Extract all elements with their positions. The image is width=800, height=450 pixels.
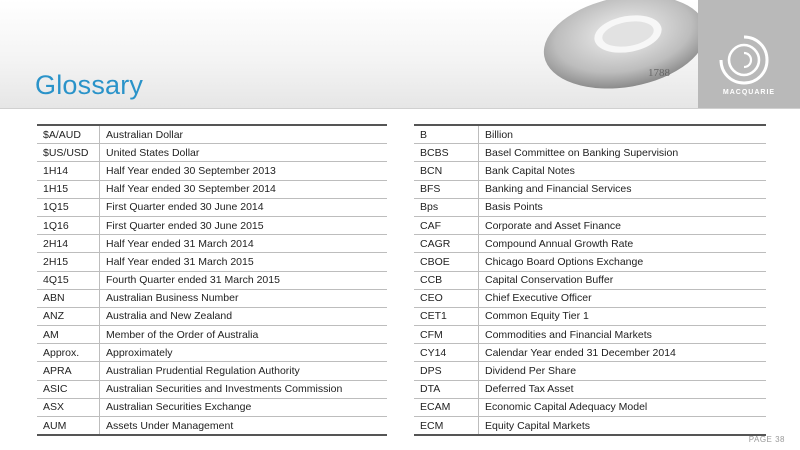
glossary-abbreviation: CAF <box>414 216 479 234</box>
glossary-abbreviation: 4Q15 <box>37 271 100 289</box>
glossary-row <box>37 417 387 436</box>
glossary-row <box>37 398 387 416</box>
glossary-abbreviation: Bps <box>414 198 479 216</box>
glossary-abbreviation: CAGR <box>414 235 479 253</box>
glossary-row <box>414 326 766 344</box>
glossary-row <box>414 344 766 362</box>
glossary-definition: Half Year ended 30 September 2013 <box>100 162 388 180</box>
glossary-abbreviation: $US/USD <box>37 144 100 162</box>
glossary-definition: Deferred Tax Asset <box>479 380 767 398</box>
glossary-abbreviation: BCN <box>414 162 479 180</box>
glossary-abbreviation: ASIC <box>37 380 100 398</box>
glossary-abbreviation: 1Q15 <box>37 198 100 216</box>
glossary-abbreviation: APRA <box>37 362 100 380</box>
glossary-definition: Corporate and Asset Finance <box>479 216 767 234</box>
glossary-abbreviation: DTA <box>414 380 479 398</box>
glossary-definition: Billion <box>479 125 767 144</box>
glossary-definition: Australian Business Number <box>100 289 388 307</box>
glossary-abbreviation: 2H14 <box>37 235 100 253</box>
glossary-row <box>37 344 387 362</box>
glossary-abbreviation: 1Q16 <box>37 216 100 234</box>
glossary-row <box>414 198 766 216</box>
glossary-abbreviation: CCB <box>414 271 479 289</box>
macquarie-logo-icon <box>717 33 771 87</box>
glossary-definition: Half Year ended 31 March 2015 <box>100 253 388 271</box>
glossary-row <box>414 380 766 398</box>
glossary-abbreviation: 1H15 <box>37 180 100 198</box>
glossary-abbreviation: CY14 <box>414 344 479 362</box>
glossary-definition: Basis Points <box>479 198 767 216</box>
glossary-definition: Dividend Per Share <box>479 362 767 380</box>
glossary-abbreviation: 2H15 <box>37 253 100 271</box>
coin-image <box>520 0 720 100</box>
glossary-abbreviation: ECAM <box>414 398 479 416</box>
glossary-abbreviation: AUM <box>37 417 100 436</box>
glossary-definition: United States Dollar <box>100 144 388 162</box>
glossary-definition: Australian Prudential Regulation Authority <box>100 362 388 380</box>
glossary-definition: Banking and Financial Services <box>479 180 767 198</box>
glossary-definition: Economic Capital Adequacy Model <box>479 398 767 416</box>
glossary-definition: Basel Committee on Banking Supervision <box>479 144 767 162</box>
glossary-definition: Chicago Board Options Exchange <box>479 253 767 271</box>
glossary-abbreviation: CET1 <box>414 307 479 325</box>
glossary-definition: Compound Annual Growth Rate <box>479 235 767 253</box>
glossary-row <box>37 198 387 216</box>
glossary-definition: Australian Securities Exchange <box>100 398 388 416</box>
glossary-row <box>37 307 387 325</box>
glossary-row <box>414 289 766 307</box>
glossary-definition: Equity Capital Markets <box>479 417 767 436</box>
glossary-row <box>414 144 766 162</box>
glossary-row <box>414 398 766 416</box>
glossary-abbreviation: ASX <box>37 398 100 416</box>
glossary-definition: Bank Capital Notes <box>479 162 767 180</box>
glossary-abbreviation: B <box>414 125 479 144</box>
glossary-definition: Chief Executive Officer <box>479 289 767 307</box>
glossary-definition: First Quarter ended 30 June 2014 <box>100 198 388 216</box>
glossary-abbreviation: CBOE <box>414 253 479 271</box>
glossary-definition: First Quarter ended 30 June 2015 <box>100 216 388 234</box>
glossary-definition: Half Year ended 31 March 2014 <box>100 235 388 253</box>
glossary-row <box>414 362 766 380</box>
glossary-row <box>37 271 387 289</box>
glossary-row <box>414 180 766 198</box>
glossary-definition: Calendar Year ended 31 December 2014 <box>479 344 767 362</box>
page-title: Glossary <box>35 70 144 100</box>
glossary-abbreviation: DPS <box>414 362 479 380</box>
glossary-row <box>414 417 766 436</box>
glossary-abbreviation: BCBS <box>414 144 479 162</box>
glossary-definition: Assets Under Management <box>100 417 388 436</box>
glossary-abbreviation: ECM <box>414 417 479 436</box>
glossary-definition: Australia and New Zealand <box>100 307 388 325</box>
glossary-row <box>414 235 766 253</box>
glossary-abbreviation: AM <box>37 326 100 344</box>
glossary-definition: Common Equity Tier 1 <box>479 307 767 325</box>
glossary-abbreviation: CFM <box>414 326 479 344</box>
glossary-row <box>37 326 387 344</box>
coin-year-text: 1788 <box>648 67 670 79</box>
glossary-abbreviation: $A/AUD <box>37 125 100 144</box>
glossary-definition: Capital Conservation Buffer <box>479 271 767 289</box>
page-number: PAGE 38 <box>748 435 785 444</box>
glossary-row <box>37 162 387 180</box>
glossary-definition: Australian Dollar <box>100 125 388 144</box>
glossary-row <box>414 271 766 289</box>
glossary-abbreviation: BFS <box>414 180 479 198</box>
glossary-abbreviation: ABN <box>37 289 100 307</box>
glossary-row <box>37 144 387 162</box>
glossary-row <box>37 289 387 307</box>
glossary-abbreviation: Approx. <box>37 344 100 362</box>
glossary-row <box>414 125 766 144</box>
glossary-row <box>37 380 387 398</box>
glossary-row <box>37 253 387 271</box>
glossary-row <box>37 235 387 253</box>
glossary-definition: Half Year ended 30 September 2014 <box>100 180 388 198</box>
glossary-row <box>414 307 766 325</box>
glossary-row <box>37 125 387 144</box>
glossary-row <box>414 253 766 271</box>
glossary-abbreviation: ANZ <box>37 307 100 325</box>
glossary-abbreviation: 1H14 <box>37 162 100 180</box>
glossary-definition: Commodities and Financial Markets <box>479 326 767 344</box>
glossary-abbreviation: CEO <box>414 289 479 307</box>
glossary-row <box>37 362 387 380</box>
glossary-row <box>414 162 766 180</box>
glossary-row <box>37 180 387 198</box>
glossary-definition: Member of the Order of Australia <box>100 326 388 344</box>
glossary-row <box>414 216 766 234</box>
macquarie-logo-text: MACQUARIE <box>722 89 776 96</box>
glossary-definition: Approximately <box>100 344 388 362</box>
glossary-row <box>37 216 387 234</box>
glossary-table-left <box>37 124 387 436</box>
glossary-table-right <box>414 124 766 436</box>
header-divider <box>0 108 800 109</box>
glossary-definition: Australian Securities and Investments Commission <box>100 380 388 398</box>
glossary-definition: Fourth Quarter ended 31 March 2015 <box>100 271 388 289</box>
